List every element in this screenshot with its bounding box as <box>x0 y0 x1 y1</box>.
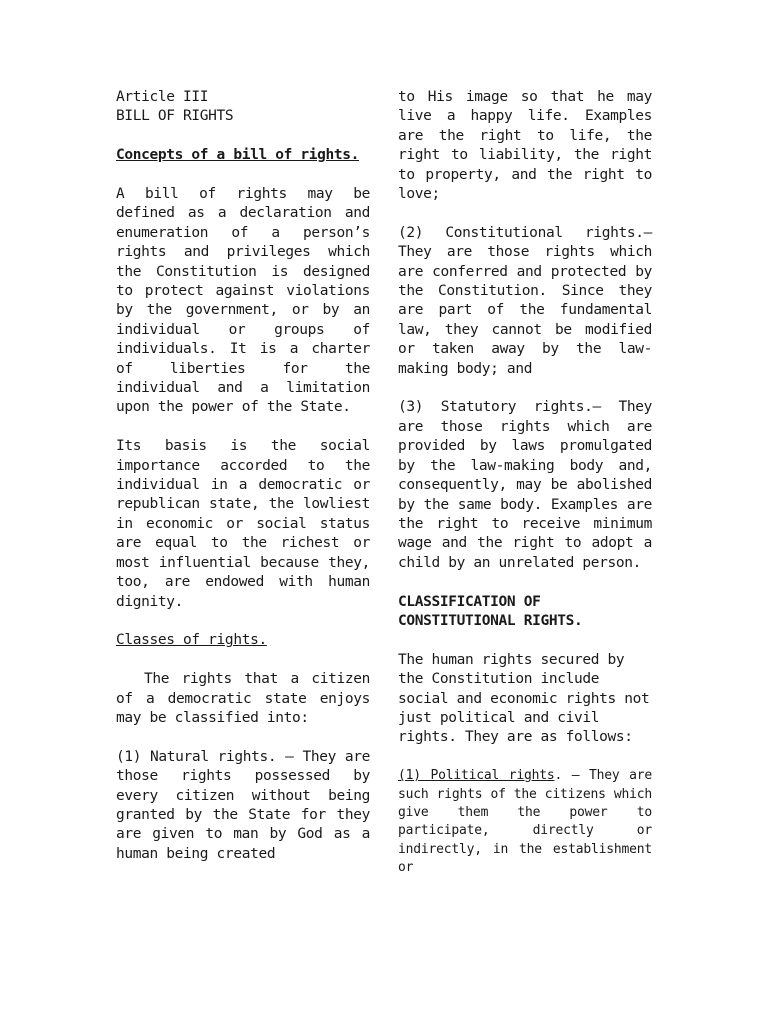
definition-paragraph: A bill of rights may be defined as a declaration and enumeration of a person’s rights and privileges which the Constitution is designed to protect against violations by the government, or by an individual or groups of individuals. It is a charter of liberties for the individual and a limitation upon the power of the State. <box>116 186 370 416</box>
political-rights-label: (1) Political rights <box>398 768 555 784</box>
basis-paragraph: Its basis is the social importance accorded to the individual in a democratic or republican state, the lowliest in economic or social status are equal to the richest or most influential because they, too, are endowed with human dignity. <box>116 438 370 610</box>
concepts-heading-text: Concepts of a bill of rights. <box>116 147 360 164</box>
article-number: Article III <box>116 89 209 105</box>
classification-heading-line2: CONSTITUTIONAL RIGHTS. <box>398 612 583 629</box>
concepts-heading <box>116 146 370 165</box>
political-rights-paragraph <box>398 767 652 877</box>
human-rights-paragraph: The human rights secured by the Constitution include social and economic rights not just political and civil rights. They are as follows: <box>398 651 650 746</box>
right-column <box>398 88 652 878</box>
article-title: BILL OF RIGHTS <box>116 108 234 125</box>
political-rights-text: . – They are such rights of the citizens which give them the power to participate, directly or indirectly, in the establishment or <box>398 768 652 876</box>
classes-heading-text: Classes of rights. <box>116 632 267 649</box>
classes-heading <box>116 631 370 650</box>
classification-heading-line1: CLASSIFICATION OF <box>398 593 541 610</box>
constitutional-rights-paragraph: (2) Constitutional rights.– They are those rights which are conferred and protected by the Constitution. Since they are part of the fundamental law, they cannot be modified or taken away by the law-making body; and <box>398 224 652 377</box>
left-column <box>116 88 370 864</box>
natural-rights-continued: to His image so that he may live a happy life. Examples are the right to life, the right to liability, the right to property, and the right to love; <box>398 89 652 203</box>
classification-intro: The rights that a citizen of a democratic state enjoys may be classified into: <box>116 671 370 726</box>
natural-rights-paragraph <box>116 748 370 864</box>
natural-rights-text: – They are those rights possessed by every citizen without being granted by the State for they are given to man by God as a human being created <box>116 748 370 862</box>
natural-rights-label: (1) Natural rights. <box>116 748 277 765</box>
statutory-rights-paragraph: (3) Statutory rights.– They are those rights which are provided by laws promulgated by the law-making body and, consequently, may be abolished by the same body. Examples are the right to receive minimum wage and the right to adopt a child by an unrelated person. <box>398 399 652 571</box>
